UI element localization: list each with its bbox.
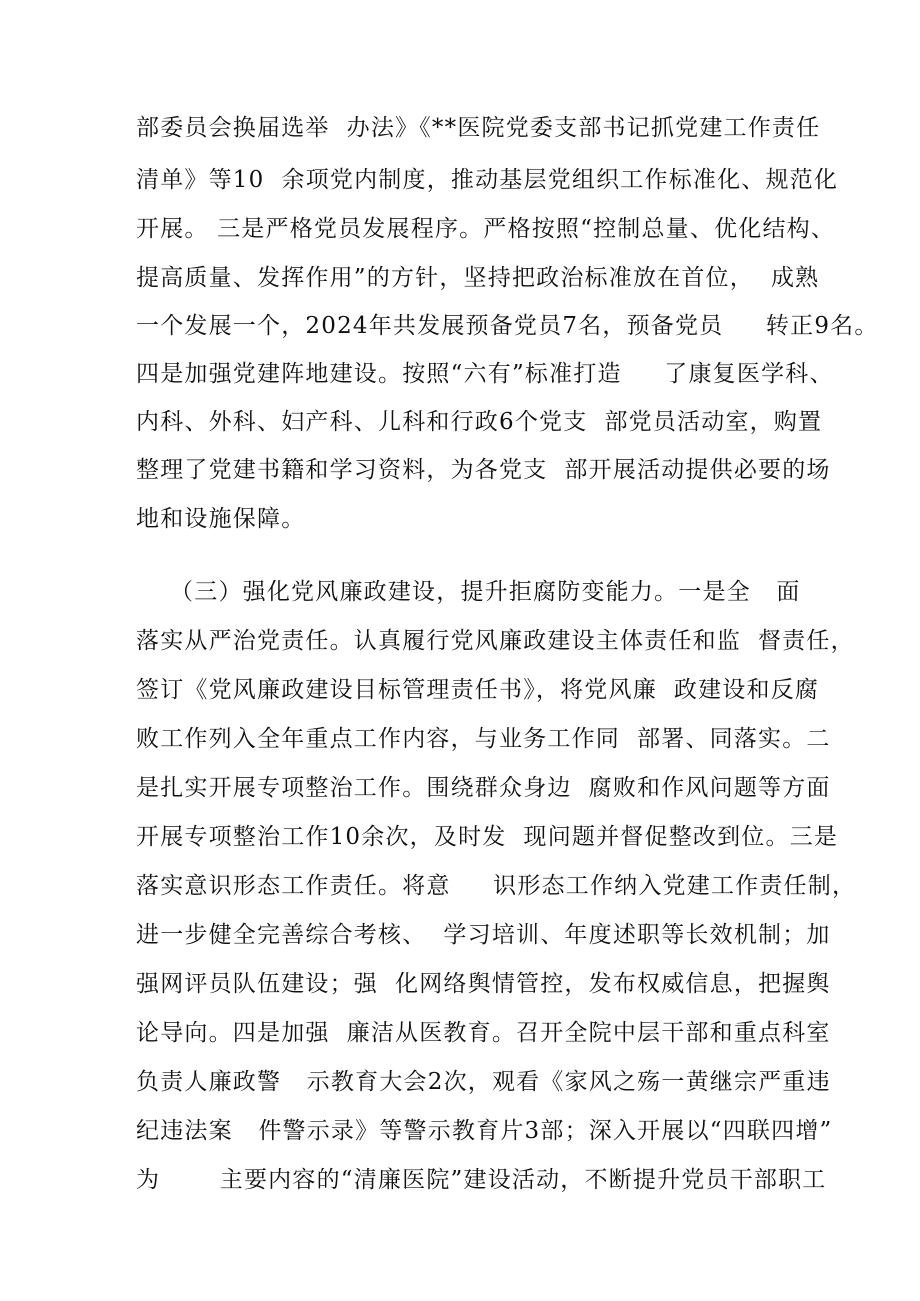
text-line: 论导向。四是加强 廉洁从医教育。召开全院中层干部和重点科室	[136, 1020, 831, 1046]
section-heading: （三）强化党风廉政建设，提升拒腐防变能力。一是全 面	[136, 579, 801, 605]
text-line: 清单》等10 余项党内制度，推动基层党组织工作标准化、规范化	[136, 167, 839, 193]
text-line: 败工作列入全年重点工作内容，与业务工作同 部署、同落实。二	[136, 726, 831, 752]
text-line: 为 主要内容的“清廉医院”建设活动，不断提升党员干部职工	[136, 1167, 827, 1193]
text-line: 签订《党风廉政建设目标管理责任书》，将党风廉 政建设和反腐	[136, 677, 820, 703]
text-line: 地和设施保障。	[136, 506, 306, 532]
text-line: 进一步健全完善综合考核、 学习培训、年度述职等长效机制；加	[136, 922, 831, 948]
text-line: 一个发展一个，2024年共发展预备党员7名，预备党员 转正9名。	[136, 313, 879, 339]
text-line: 内科、外科、妇产科、儿科和行政6个党支 部党员活动室，购置	[136, 409, 823, 435]
text-line: 强网评员队伍建设；强 化网络舆情管控，发布权威信息，把握舆	[136, 971, 831, 997]
text-line: 提高质量、发挥作用”的方针，坚持把政治标准放在首位， 成熟	[136, 265, 820, 291]
text-line: 四是加强党建阵地建设。按照“六有”标准打造 了康复医学科、	[136, 361, 834, 387]
text-line: 纪违法案 件警示录》等警示教育片3部；深入开展以“四联四增”	[136, 1118, 833, 1144]
text-line: 部委员会换届选举 办法》《**医院党委支部书记抓党建工作责任	[136, 115, 821, 141]
text-line: 负责人廉政警 示教育大会2次，观看《家风之殇一黄继宗严重违	[136, 1069, 831, 1095]
text-line: 整理了党建书籍和学习资料，为各党支 部开展活动提供必要的场	[136, 457, 831, 483]
text-line: 是扎实开展专项整治工作。围绕群众身边 腐败和作风问题等方面	[136, 775, 831, 801]
text-line: 开展专项整治工作10余次，及时发 现问题并督促整改到位。三是	[136, 824, 839, 850]
text-line: 落实意识形态工作责任。将意 识形态工作纳入党建工作责任制，	[136, 873, 857, 899]
text-line: 开展。 三是严格党员发展程序。严格按照“控制总量、优化结构、	[136, 216, 836, 242]
text-line: 落实从严治党责任。认真履行党风廉政建设主体责任和监 督责任，	[136, 628, 855, 654]
